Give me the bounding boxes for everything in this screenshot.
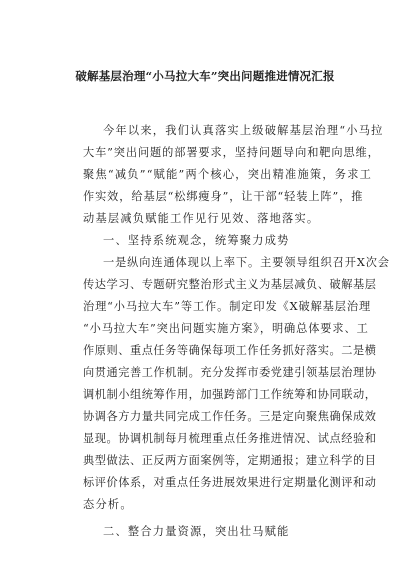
paragraph-line-15: 典型做法、正反两方面案例等，定期通报；建立科学的目 bbox=[83, 454, 377, 467]
section-heading-1: 一、坚持系统观念，统筹聚力成势 bbox=[103, 234, 290, 247]
paragraph-line-14: 显现。协调机制每月梳理重点任务推进情况、试点经验和 bbox=[83, 432, 377, 445]
paragraph-line-17: 态分析。 bbox=[83, 498, 133, 511]
paragraph-line-11: 向贯通完善工作机制。充分发挥市委党建引领基层治理协 bbox=[83, 366, 377, 379]
paragraph-line-8: 治理“小马拉大车”等工作。制定印发《X破解基层治理 bbox=[83, 300, 372, 313]
paragraph-line-10: 作原则、重点任务等确保每项工作任务抓好落实。二是横 bbox=[83, 344, 377, 357]
paragraph-line-1: 今年以来，我们认真落实上级破解基层治理“小马拉 bbox=[103, 124, 384, 137]
paragraph-line-4: 作实效，给基层“松绑瘦身”，让干部“轻装上阵”，推 bbox=[83, 190, 364, 203]
paragraph-line-6: 一是纵向连通体现以上率下。主要领导组织召开X次会 bbox=[103, 256, 390, 269]
paragraph-line-7: 传达学习、专题研究整治形式主义为基层减负、破解基层 bbox=[83, 278, 377, 291]
paragraph-line-16: 标评价体系，对重点任务进展效果进行定期量化测评和动 bbox=[83, 476, 377, 489]
document-title: 破解基层治理“小马拉大车”突出问题推进情况汇报 bbox=[75, 69, 335, 83]
paragraph-line-2: 大车”突出问题的部署要求，坚持问题导向和靶向思维， bbox=[83, 146, 380, 159]
paragraph-line-13: 协调各方力量共同完成工作任务。三是定向聚焦确保成效 bbox=[83, 410, 377, 423]
paragraph-line-5: 动基层减负赋能工作见行见效、落地落实。 bbox=[83, 212, 320, 225]
section-heading-2: 二、整合力量资源，突出壮马赋能 bbox=[103, 525, 290, 538]
paragraph-line-12: 调机制小组统筹作用，加强跨部门工作统筹和协同联动， bbox=[83, 388, 377, 401]
paragraph-line-9: “小马拉大车”突出问题实施方案》，明确总体要求、工 bbox=[83, 322, 369, 335]
paragraph-line-3: 聚焦“减负”“赋能”两个核心，突出精准施策，务求工 bbox=[83, 168, 373, 181]
